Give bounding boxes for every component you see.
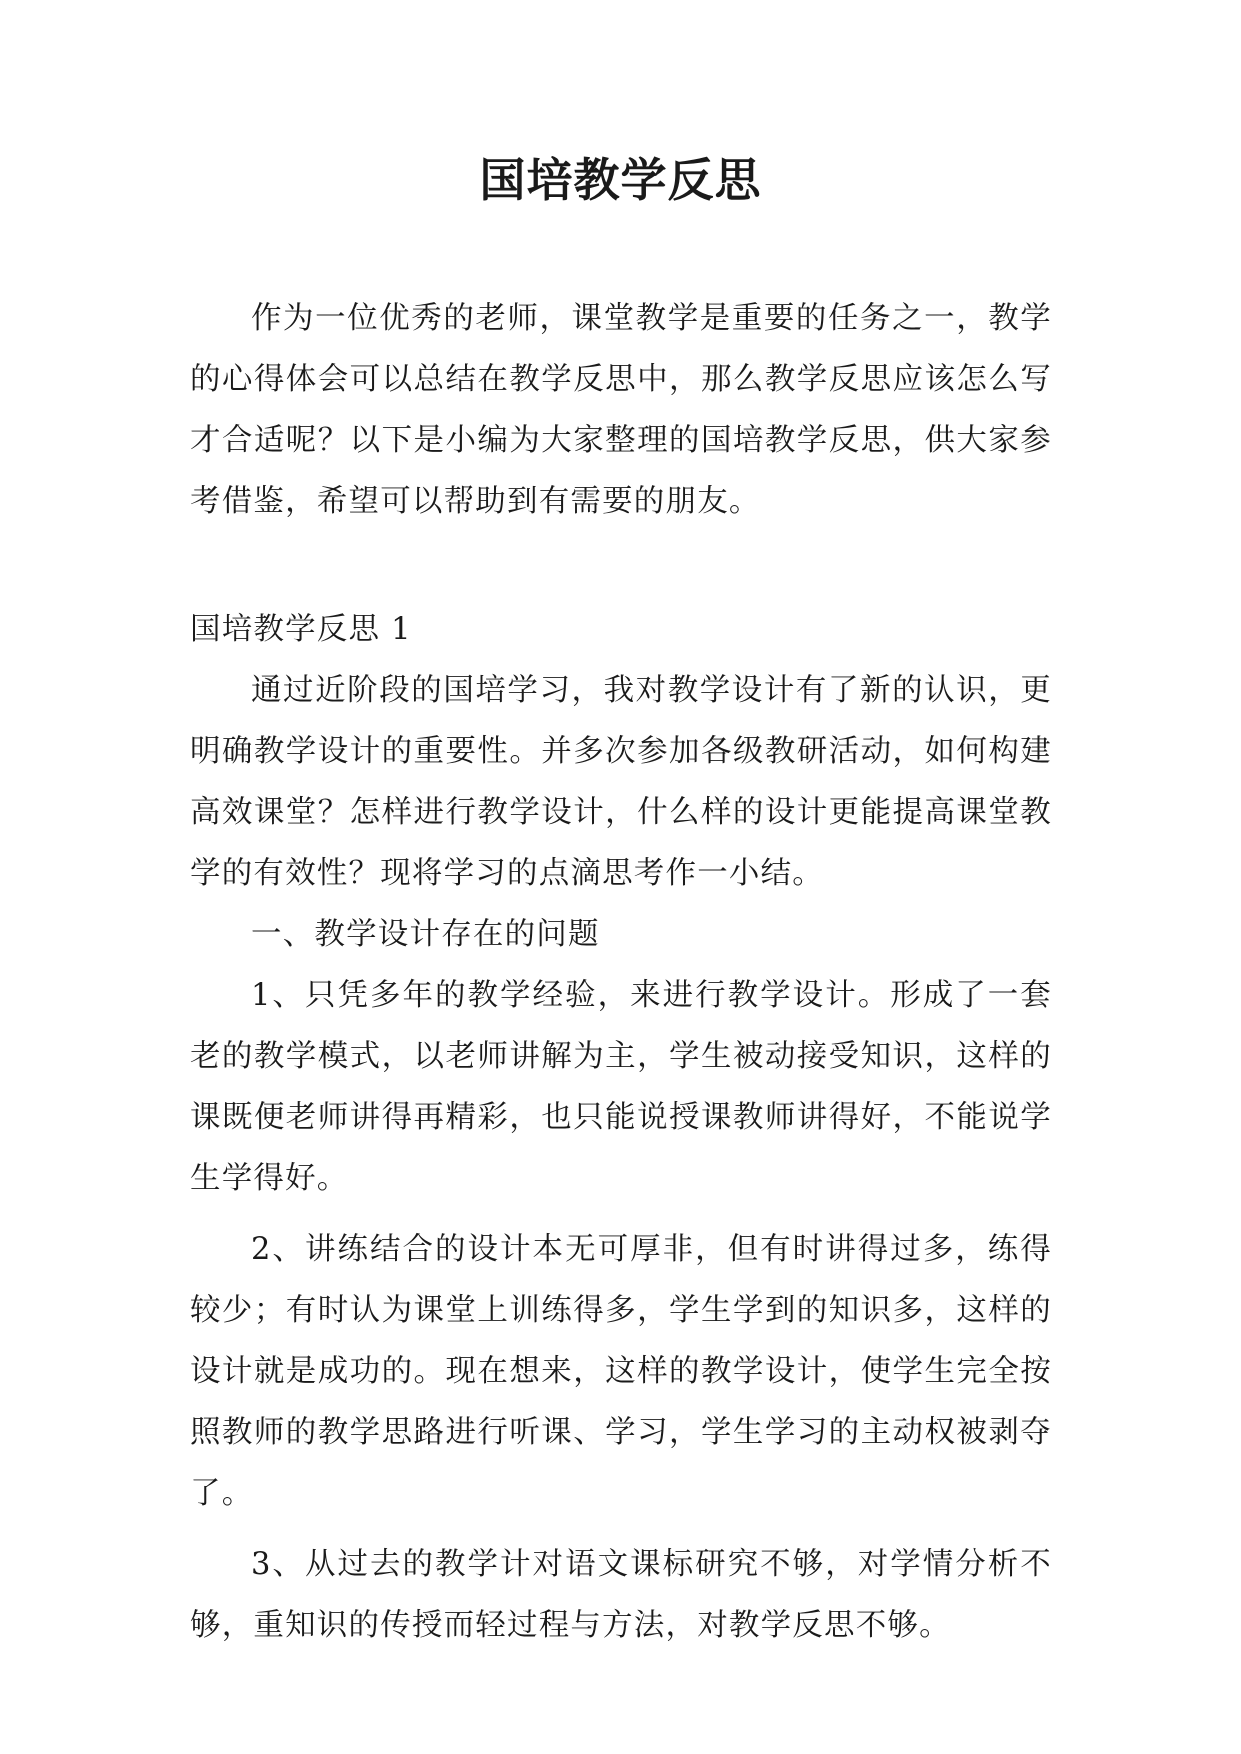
body-paragraph: 1、只凭多年的教学经验，来进行教学设计。形成了一套老的教学模式，以老师讲解为主，学生被动接受知识，这样的课既便老师讲得再精彩，也只能说授课教师讲得好，不能说学生学得好。 — [190, 978, 1052, 1196]
subsection-heading: 一、教学设计存在的问题 — [251, 917, 600, 952]
section-heading: 国培教学反思 1 — [190, 612, 412, 647]
body-paragraph: 2、讲练结合的设计本无可厚非，但有时讲得过多，练得较少；有时认为课堂上训练得多，学生学到的知识多，这样的设计就是成功的。现在想来，这样的教学设计，使学生完全按照教师的教学思路进行听课、学习，学生学习的主动权被剥夺了。 — [190, 1232, 1052, 1511]
spacer — [190, 532, 1052, 599]
intro-paragraph: 作为一位优秀的老师，课堂教学是重要的任务之一，教学的心得体会可以总结在教学反思中，那么教学反思应该怎么写才合适呢？以下是小编为大家整理的国培教学反思，供大家参考借鉴，希望可以帮助到有需要的朋友。 — [190, 301, 1052, 519]
body-paragraph: 3、从过去的教学计对语文课标研究不够，对学情分析不够，重知识的传授而轻过程与方法，对教学反思不够。 — [190, 1547, 1052, 1643]
document-body — [190, 288, 1052, 1656]
spacer — [190, 1209, 1052, 1219]
document-title: 国培教学反思 — [479, 153, 762, 207]
body-paragraph: 通过近阶段的国培学习，我对教学设计有了新的认识，更明确教学设计的重要性。并多次参加各级教研活动，如何构建高效课堂？怎样进行教学设计，什么样的设计更能提高课堂教学的有效性？现将学习的点滴思考作一小结。 — [190, 673, 1052, 891]
spacer — [190, 1524, 1052, 1534]
